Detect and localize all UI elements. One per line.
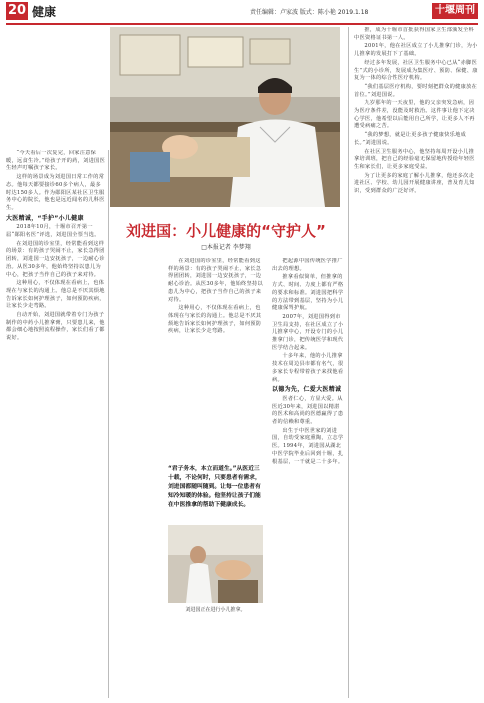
- body-paragraph: 把起源中国传统医学推广出去的理想。: [272, 258, 343, 272]
- body-paragraph: 2018年10月，十堰市召开第一届“郧阳名医”评选，刘进国全票当选。: [6, 224, 100, 239]
- body-paragraph: 2001年，他在社区成立了小儿推拿门诊，为小儿推拿的发展打下了基础。: [354, 43, 478, 58]
- article-column-3: [354, 27, 478, 698]
- body-paragraph: 在刘进国的诊室里，经常能看到这样的场景：有的孩子哭闹不止，家长急得团团转，刘进国一边安抚孩子，一边耐心诊治。从医30多年，他始终坚持以患儿为中心，把孩子当作自己的孩子来对待。: [6, 240, 105, 278]
- body-paragraph: 这种用心，不仅体现在看病上，也体现在与家长的沟通上。他总是不厌其烦地告诉家长如何护理孩子，如何预防疾病，让家长少走弯路。: [6, 280, 105, 310]
- body-paragraph: 自动开始，刘进国就带着专门为孩子制作的中药小儿推拿膏，只要患儿来，他都会细心地按照流程操作，家长们看了都说好。: [6, 312, 105, 342]
- inset-photo: [168, 525, 263, 603]
- body-paragraph: 这样的场景成为刘进国日常工作的常态。他每天都要接诊60多个病人，最多时达150多人。作为郧阳区某社区卫生服务中心的院长，他也是远近闻名的儿科医生。: [6, 174, 105, 211]
- body-paragraph: “我们基层医疗机构，要时刻把群众的健康放在首位。”刘进国说。: [354, 83, 478, 98]
- page-header: [0, 0, 484, 24]
- body-paragraph: 出生于中医世家的刘进国，自幼受家庭熏陶，立志学医。1994年，刘进国从湖北中医学院毕业后回到十堰，扎根基层，一干就是二十多年。: [272, 427, 344, 465]
- article-column-2: [272, 258, 344, 698]
- page-number: 20: [7, 3, 27, 18]
- body-paragraph: 经过多年发展，社区卫生服务中心已从“赤脚医生”式的小诊所，发展成为集医疗、预防、保健、康复为一体的综合性医疗机构。: [354, 59, 478, 82]
- pull-quote: “君子务本，本立而道生。”从医近三十载，不论何时，只要患者有需求，刘进国都随叫随到。让每一位患者有知冷知暖的体验。他坚持让孩子们能在中医推拿的帮助下健康成长。: [168, 466, 261, 508]
- subheading: 大医精诚，“手护”小儿健康: [6, 214, 84, 222]
- body-paragraph: 九岁那年的一天夜里，他的父亲突发急病，因为医疗条件差，没能及时救治。这件事让他下定决心学医，他希望以后能用自己所学，让更多人不再遭受病痛之苦。: [354, 100, 475, 130]
- byline: □本报记者 李梦翔: [201, 244, 251, 251]
- body-paragraph: 为了让更多的家庭了解小儿推拿，他还多次走进社区、学校、幼儿园开展健康讲座，普及育儿知识，受到群众的广泛好评。: [354, 172, 475, 195]
- section-name: 健康: [32, 5, 57, 19]
- body-paragraph: 这种用心，不仅体现在看病上，也体现在与家长的沟通上。他总是不厌其烦地告诉家长如何护理孩子，如何预防疾病，让家长少走弯路。: [168, 305, 262, 335]
- subheading: 以德为先，仁爱大医精诚: [272, 386, 342, 394]
- header-rule: [6, 23, 478, 25]
- body-paragraph: 2007年，刘进国得到市卫生局支持，在社区成立了小儿推拿中心，开设专门的小儿推拿门诊，把传统医学和现代医学结合起来。: [272, 313, 344, 351]
- body-paragraph: 推，成为十堰市首批获得国家卫生部颁发全科中医资格证书第一人。: [354, 27, 475, 41]
- main-photo: [110, 27, 340, 207]
- body-paragraph: 医者仁心，方显大爱。从医近30年来，刘进国以精湛的医术和高尚的医德赢得了患者的信赖和尊重。: [272, 395, 344, 426]
- body-paragraph: 十多年来，他的小儿推拿技术在周边县市都有名气，很多家长专程带着孩子来找他看病。: [272, 353, 344, 383]
- article-title: 刘进国：小儿健康的“守护人”: [126, 222, 326, 240]
- column-divider: [108, 150, 109, 698]
- body-paragraph: 在刘进国的诊室里，经常能看到这样的场景：有的孩子哭闹不止，家长急得团团转，刘进国一边安抚孩子，一边耐心诊治。从医30多年，他始终坚持以患儿为中心，把孩子当作自己的孩子来对待。: [168, 258, 264, 303]
- body-paragraph: “我的梦想，就是让更多孩子健康快乐地成长。”刘进国说。: [354, 132, 467, 146]
- publication-brand: 十堰周刊: [432, 3, 478, 19]
- article-column-1b: [168, 258, 264, 458]
- article-column-1: [6, 150, 106, 698]
- inset-caption: 刘进国正在进行小儿推拿。: [185, 607, 246, 613]
- column-divider: [348, 27, 349, 698]
- body-paragraph: 在社区卫生服务中心，他坚持每周开设小儿推拿培训班，把自己的经验毫无保留地传授给年轻医生和家长们，让更多家庭受益。: [354, 148, 475, 170]
- editor-credits: 责任编辑：卢家波 版式：陈小艳 2019.1.18: [250, 9, 369, 16]
- body-paragraph: 推拿看似简单，但推拿的方式、时间、力度上都有严格的要求和标准。刘进国把科学的方法带到基层，坚持为小儿健康保驾护航。: [272, 274, 344, 312]
- body-paragraph: “今天看后一次复完，回家注意保暖，远食生冷。”给孩子开的药，刘进国医生轻声叮嘱孩子家长。: [6, 150, 106, 172]
